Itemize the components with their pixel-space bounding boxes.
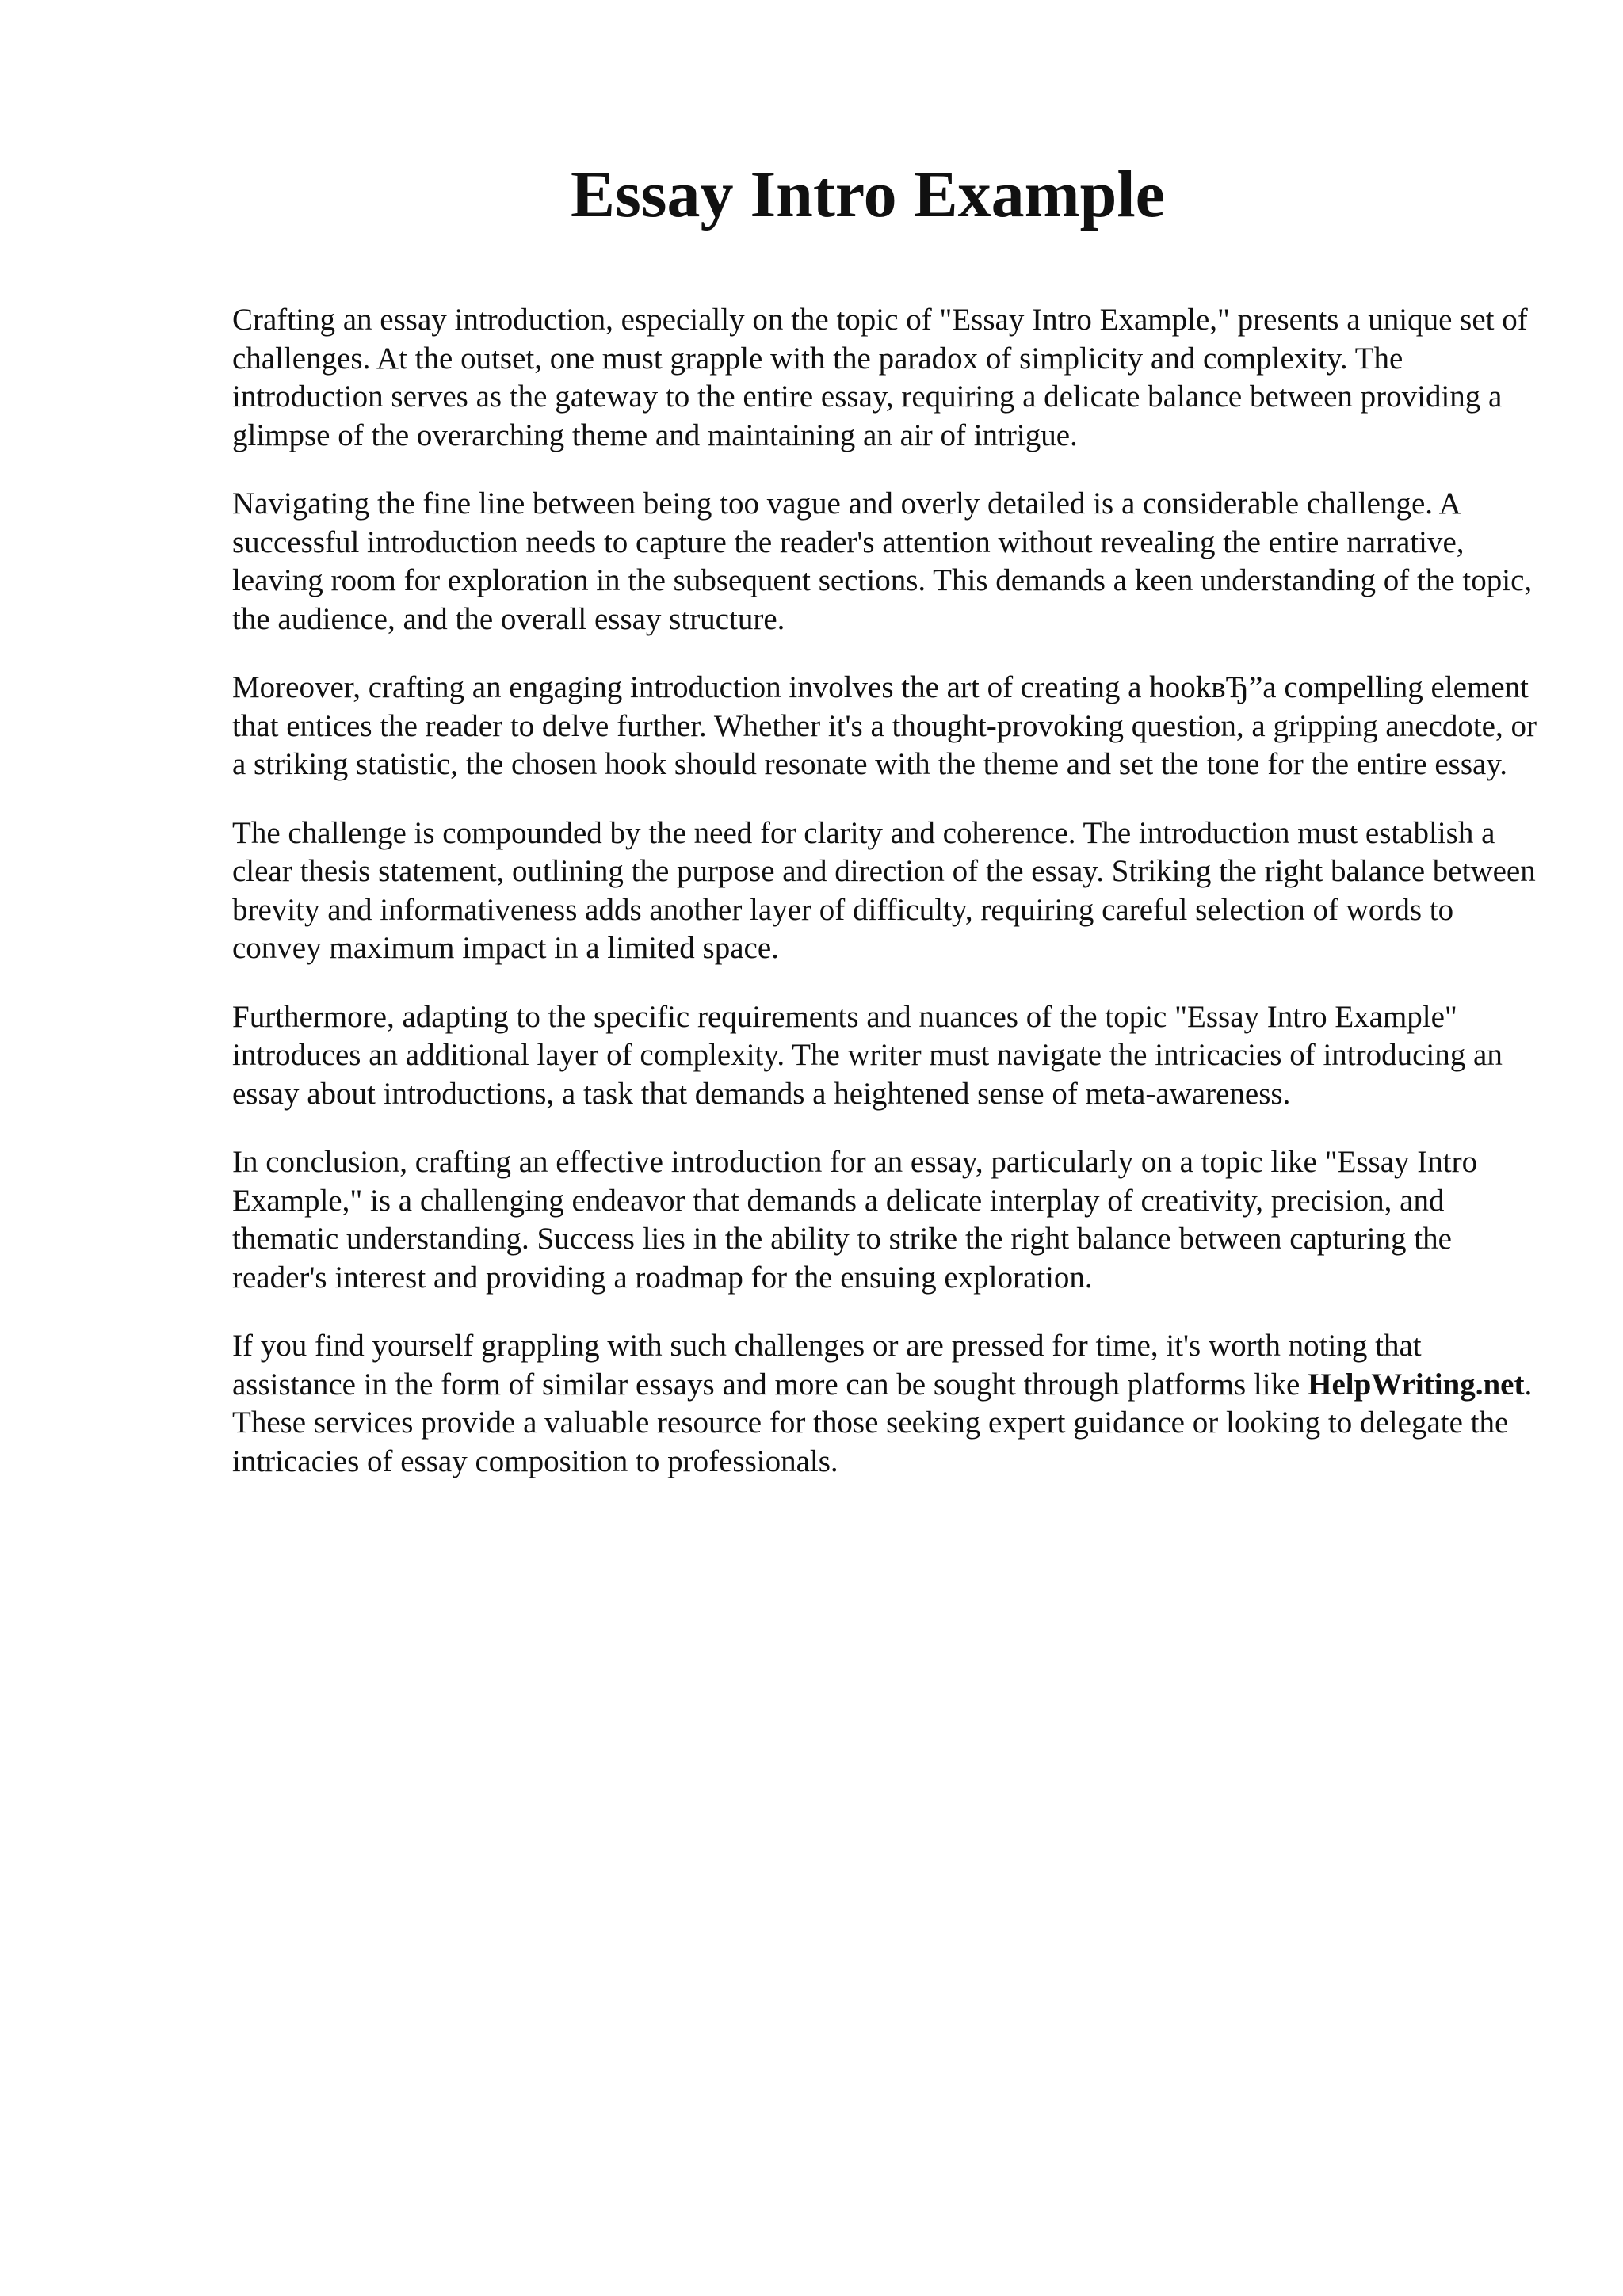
paragraph-1: Crafting an essay introduction, especially on the topic of "Essay Intro Example," presents a unique set of challenges. At the outset, one must grapple with the paradox of simplicity and complexity. The introduction serves as the gateway to the entire essay, requiring a delicate balance between providing a glimpse of the overarching theme and maintaining an air of intrigue.: [232, 303, 1528, 452]
document-body: [232, 301, 1540, 1511]
paragraph-3: Moreover, crafting an engaging introduction involves the art of creating a hookвЂ”a compelling element that entices the reader to delve further. Whether it's a thought-provoking question, a gripping anecdote, or a striking statistic, the chosen hook should resonate with the theme and set the tone for the entire essay.: [232, 670, 1537, 781]
paragraph-7-text-after: . These services provide a valuable resource for those seeking expert guidance or looking to delegate the intricacies of essay composition to professionals.: [232, 1367, 1533, 1478]
helpwriting-link[interactable]: HelpWriting.net: [1308, 1367, 1525, 1402]
paragraph-6: In conclusion, crafting an effective introduction for an essay, particularly on a topic like "Essay Intro Example," is a challenging endeavor that demands a delicate interplay of creativity, precision, and thematic understanding. Success lies in the ability to strike the right balance between capturing the reader's interest and providing a roadmap for the ensuing exploration.: [232, 1145, 1478, 1295]
paragraph-5: Furthermore, adapting to the specific requirements and nuances of the topic "Essay Intro Example" introduces an additional layer of complexity. The writer must navigate the intricacies of introducing an essay about introductions, a task that demands a heightened sense of meta-awareness.: [232, 999, 1503, 1111]
paragraph-7: [232, 1327, 1540, 1481]
document-title: Essay Intro Example: [571, 158, 1165, 231]
paragraph-7-text-before: If you find yourself grappling with such challenges or are pressed for time, it's worth noting that assistance in the form of similar essays and more can be sought through platforms like: [232, 1329, 1422, 1402]
paragraph-2: Navigating the fine line between being too vague and overly detailed is a considerable challenge. A successful introduction needs to capture the reader's attention without revealing the entire narrative, leaving room for exploration in the subsequent sections. This demands a keen understanding of the topic, the audience, and the overall essay structure.: [232, 486, 1533, 636]
paragraph-4: The challenge is compounded by the need for clarity and coherence. The introduction must establish a clear thesis statement, outlining the purpose and direction of the essay. Striking the right balance between brevity and informativeness adds another layer of difficulty, requiring careful selection of words to convey maximum impact in a limited space.: [232, 815, 1536, 965]
